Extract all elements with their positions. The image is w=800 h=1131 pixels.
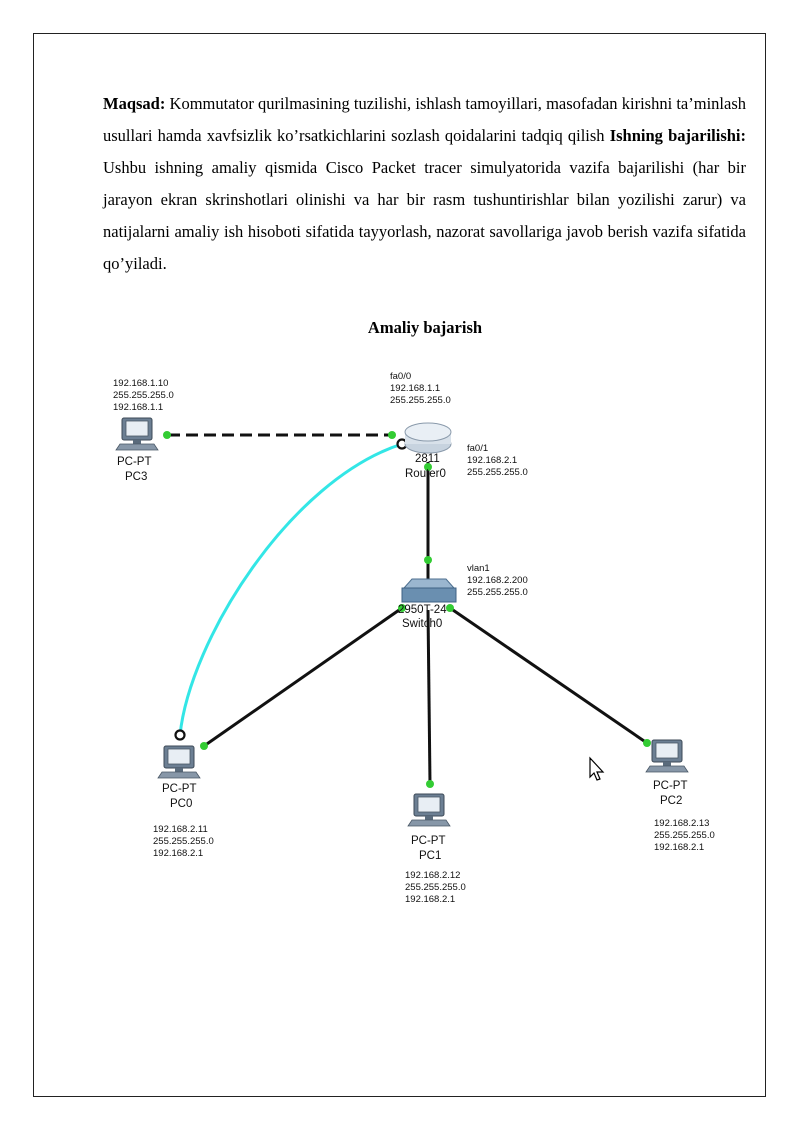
pc2-mask: 255.255.255.0: [654, 830, 715, 841]
router-fa01-iface: fa0/1: [467, 443, 489, 454]
router-fa00-iface: fa0/0: [390, 371, 412, 382]
switch-name: Switch0: [402, 618, 443, 630]
network-topology-diagram: [100, 360, 740, 920]
pc2-type: PC-PT: [653, 780, 688, 792]
pc0-icon[interactable]: [158, 746, 200, 778]
pc0-mask: 255.255.255.0: [153, 836, 214, 847]
pc3-icon[interactable]: [116, 418, 158, 450]
link-switch-pc1[interactable]: [428, 610, 430, 784]
maqsad-label: Maqsad:: [103, 94, 166, 113]
pc1-ip: 192.168.2.12: [405, 870, 461, 881]
pc2-icon[interactable]: [646, 740, 688, 772]
router-fa01-ip: 192.168.2.1: [467, 455, 518, 466]
switch-model: 2950T-24: [398, 604, 447, 616]
bajarilishi-label: Ishning bajarilishi:: [609, 126, 746, 145]
pc0-type: PC-PT: [162, 783, 197, 795]
section-title: Amaliy bajarish: [367, 318, 483, 337]
pc2-gateway: 192.168.2.1: [654, 842, 705, 853]
router-fa00-mask: 255.255.255.0: [390, 395, 451, 406]
router-fa01-mask: 255.255.255.0: [467, 467, 528, 478]
link-switch-pc0[interactable]: [204, 608, 402, 746]
pc3-type: PC-PT: [117, 456, 152, 468]
pc1-mask: 255.255.255.0: [405, 882, 466, 893]
router-icon[interactable]: [405, 423, 451, 453]
pc3-mask: 255.255.255.0: [113, 390, 174, 401]
maqsad-text: Kommutator qurilmasining tuzilishi, ishlash tamoyillari, masofadan kirishni ta’minlash usullari hamda xavfsizlik ko’rsatkichlarini sozlash qoidalarini tadqiq qilish: [103, 94, 746, 145]
console-cable-router-pc0[interactable]: [180, 444, 402, 735]
switch-icon[interactable]: [402, 579, 456, 602]
link-switch-pc2[interactable]: [450, 608, 647, 743]
router-model: 2811: [415, 453, 440, 465]
bajarilishi-text: Ushbu ishning amaliy qismida Cisco Packet tracer simulyatorida vazifa bajarilishi (har bir jarayon ekran skrinshotlari olinishi va har bir rasm tushuntirishlar bilan yozilishi zarur) va natijalarni amaliy ish hisoboti sifatida tayyorlash, nazorat savollariga javob berish vazifa sifatida qo’yiladi.: [103, 158, 746, 273]
pc1-icon[interactable]: [408, 794, 450, 826]
pc3-gateway: 192.168.1.1: [113, 402, 164, 413]
task-paragraph: [103, 88, 746, 280]
mouse-cursor-icon: [590, 758, 603, 780]
pc0-name: PC0: [170, 798, 193, 810]
switch-vlan-ip: 192.168.2.200: [467, 575, 528, 586]
pc0-ip: 192.168.2.11: [153, 824, 208, 835]
pc1-gateway: 192.168.2.1: [405, 894, 456, 905]
pc1-name: PC1: [419, 850, 442, 862]
switch-vlan-mask: 255.255.255.0: [467, 587, 528, 598]
switch-vlan-iface: vlan1: [467, 563, 490, 574]
pc2-name: PC2: [660, 795, 683, 807]
pc3-name: PC3: [125, 471, 148, 483]
console-port-pc0: [176, 731, 185, 740]
router-name: Router0: [405, 468, 446, 480]
pc1-type: PC-PT: [411, 835, 446, 847]
pc0-gateway: 192.168.2.1: [153, 848, 204, 859]
pc3-ip: 192.168.1.10: [113, 378, 169, 389]
router-fa00-ip: 192.168.1.1: [390, 383, 441, 394]
pc2-ip: 192.168.2.13: [654, 818, 710, 829]
